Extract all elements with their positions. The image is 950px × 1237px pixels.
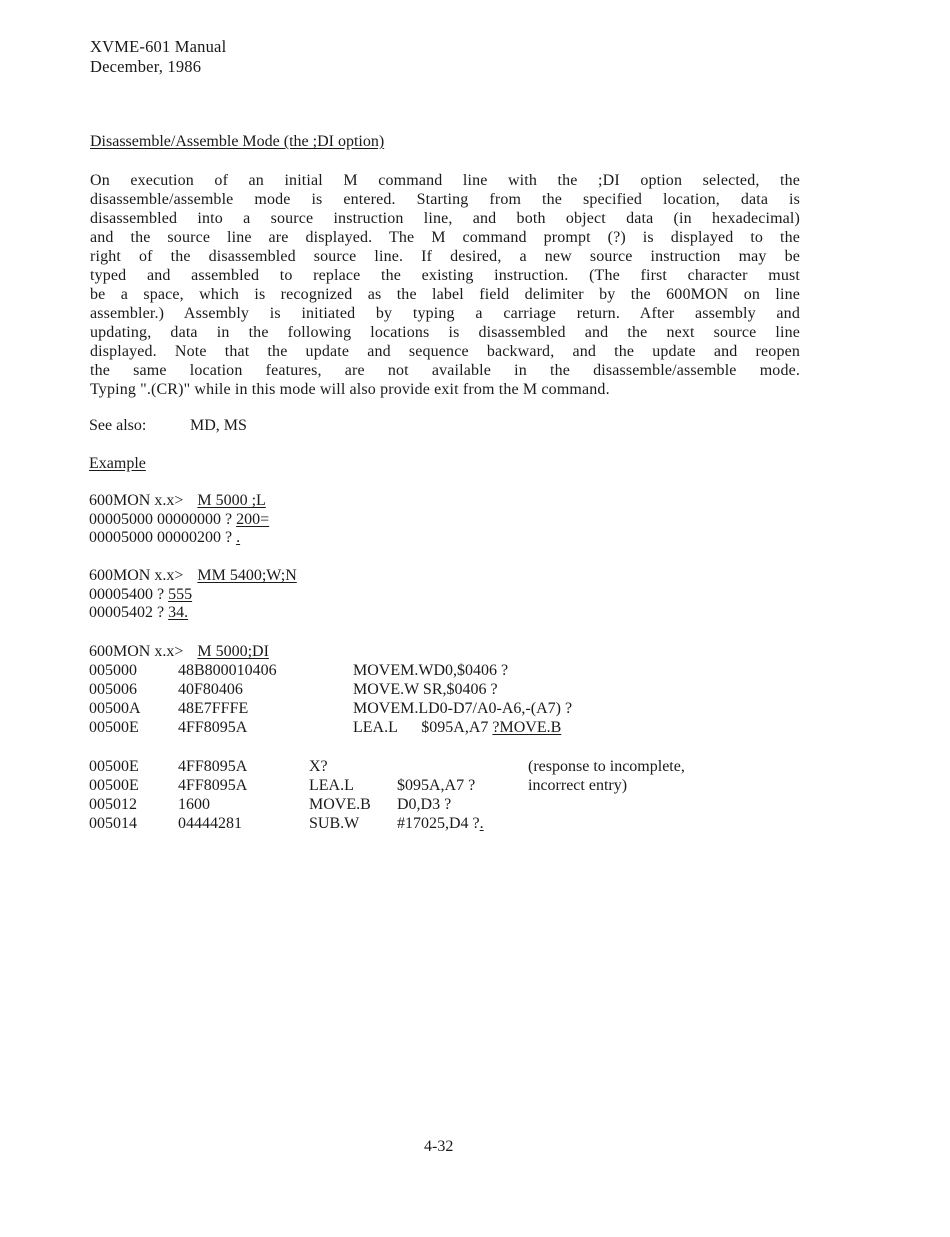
paragraph-line: On execution of an initial M command line with the ;DI option selected, the	[90, 172, 800, 189]
paragraph-line: assembler.) Assembly is initiated by typing a carriage return. After assembly and	[90, 305, 800, 322]
block3-prompt-line	[89, 643, 269, 661]
disasm-object: 40F80406	[178, 681, 243, 698]
disasm-address: 00500E	[89, 719, 139, 736]
description-paragraph	[90, 171, 800, 399]
output-text: 00005000 00000000 ?	[89, 511, 237, 528]
monitor-prompt: 600MON x.x>	[89, 643, 184, 660]
disasm-opcode: SUB.W	[309, 815, 360, 832]
disasm-address: 00500E	[89, 758, 139, 775]
disasm-address: 005012	[89, 796, 137, 813]
user-input: 34.	[168, 604, 189, 621]
manual-date: December, 1986	[90, 57, 202, 76]
disasm-operand: $095A,A7 ?	[397, 777, 476, 794]
disasm-opcode: LEA.L	[309, 777, 354, 794]
block1-line	[89, 529, 240, 547]
block2-line	[89, 604, 188, 622]
block2-prompt-line	[89, 567, 297, 585]
output-text: 00005000 00000200 ?	[89, 529, 237, 546]
disasm-object: 48E7FFFE	[178, 700, 249, 717]
disasm-object: 48B800010406	[178, 662, 277, 679]
page-number: 4-32	[424, 1138, 454, 1155]
paragraph-line: typed and assembled to replace the existing instruction. (The first character must	[90, 267, 800, 284]
disasm-object: 1600	[178, 796, 210, 813]
disasm-object: 4FF8095A	[178, 777, 248, 794]
annotation-note: incorrect entry)	[528, 777, 628, 794]
paragraph-line: Typing ".(CR)" while in this mode will also provide exit from the M command.	[90, 381, 610, 398]
user-command: MM 5400;W;N	[197, 567, 297, 584]
annotation-note: (response to incomplete,	[528, 758, 685, 775]
monitor-prompt: 600MON x.x>	[89, 492, 184, 509]
disasm-operand-line	[397, 815, 484, 833]
disasm-address: 005006	[89, 681, 137, 698]
paragraph-line: disassemble/assemble mode is entered. Starting from the specified location, data is	[90, 191, 800, 208]
disasm-object: 04444281	[178, 815, 242, 832]
block1-prompt-line	[89, 492, 266, 510]
paragraph-line: be a space, which is recognized as the label field delimiter by the 600MON on line	[90, 286, 800, 303]
paragraph-line: disassembled into a source instruction line, and both object data (in hexadecimal)	[90, 210, 800, 227]
disasm-address: 005014	[89, 815, 137, 832]
disasm-address: 00500A	[89, 700, 141, 717]
block2-line	[89, 586, 192, 604]
paragraph-line: updating, data in the following locations is disassembled and the next source line	[90, 324, 800, 341]
section-title: Disassemble/Assemble Mode (the ;DI option)	[90, 133, 385, 150]
user-input: .	[479, 815, 484, 832]
disasm-instruction: MOVEM.WD0,$0406 ?	[353, 662, 509, 679]
disasm-object: 4FF8095A	[178, 719, 248, 736]
output-text: 00005400 ?	[89, 586, 169, 603]
disasm-operand: D0,D3 ?	[397, 796, 452, 813]
disasm-object: 4FF8095A	[178, 758, 248, 775]
monitor-prompt: 600MON x.x>	[89, 567, 184, 584]
user-input: .	[236, 529, 241, 546]
see-also-label: See also:	[89, 417, 147, 434]
disasm-instruction-line	[353, 719, 561, 737]
disasm-instruction: LEA.L $095A,A7	[353, 719, 493, 736]
disasm-instruction: MOVEM.LD0-D7/A0-A6,-(A7) ?	[353, 700, 573, 717]
paragraph-line: the same location features, are not available in the disassemble/assemble mode.	[90, 362, 800, 379]
user-input: ?MOVE.B	[492, 719, 562, 736]
example-heading: Example	[89, 455, 146, 472]
disasm-opcode: X?	[309, 758, 328, 775]
paragraph-line: displayed. Note that the update and sequence backward, and the update and reopen	[90, 343, 800, 360]
user-input: 555	[168, 586, 193, 603]
disasm-instruction: MOVE.W SR,$0406 ?	[353, 681, 498, 698]
block1-line	[89, 511, 269, 529]
disasm-address: 005000	[89, 662, 137, 679]
see-also-refs: MD, MS	[190, 417, 247, 434]
disasm-operand: #17025,D4 ?	[397, 815, 480, 832]
disasm-opcode: MOVE.B	[309, 796, 371, 813]
manual-title: XVME-601 Manual	[90, 37, 227, 56]
user-command: M 5000;DI	[197, 643, 269, 660]
user-command: M 5000 ;L	[197, 492, 266, 509]
output-text: 00005402 ?	[89, 604, 169, 621]
paragraph-line: right of the disassembled source line. If desired, a new source instruction may be	[90, 248, 800, 265]
disasm-address: 00500E	[89, 777, 139, 794]
paragraph-line: and the source line are displayed. The M command prompt (?) is displayed to the	[90, 229, 800, 246]
user-input: 200=	[236, 511, 270, 528]
